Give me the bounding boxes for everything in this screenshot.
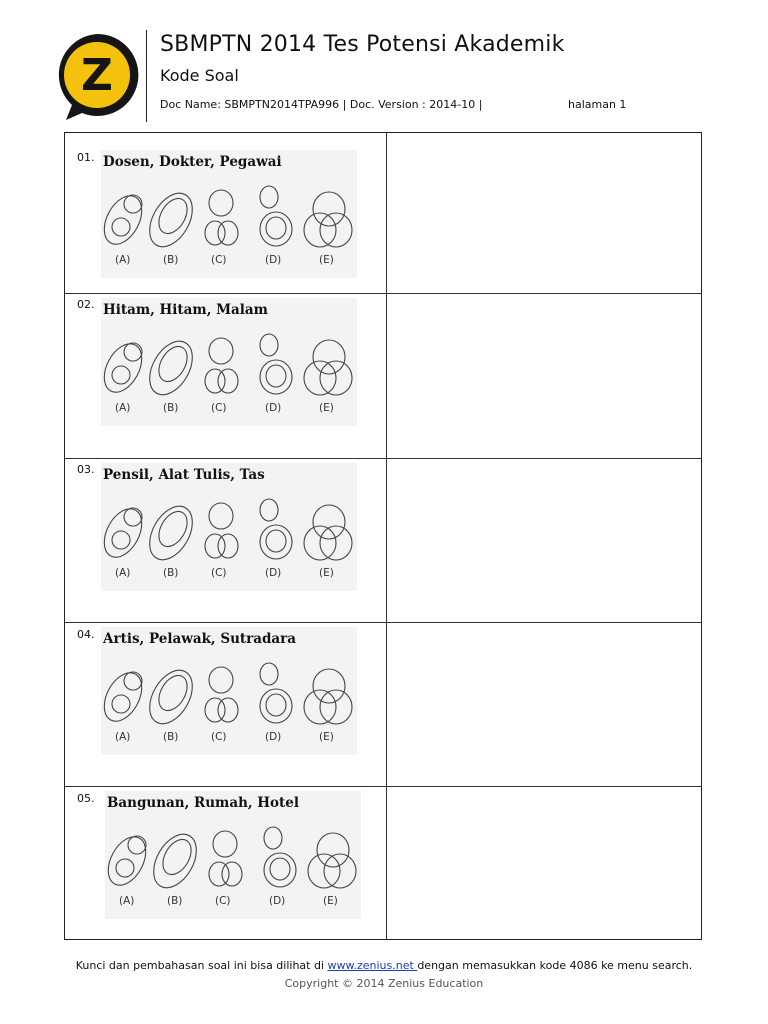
venn-options-diagram bbox=[101, 178, 357, 278]
option-label: (C) bbox=[215, 895, 231, 907]
row-divider bbox=[65, 293, 701, 294]
option-label: (B) bbox=[163, 567, 179, 579]
footer-text-after: dengan memasukkan kode 4086 ke menu search. bbox=[417, 959, 693, 972]
logo-letter: Z bbox=[81, 50, 113, 101]
page-title: SBMPTN 2014 Tes Potensi Akademik bbox=[160, 32, 565, 57]
question-panel bbox=[101, 150, 357, 278]
question-number: 02. bbox=[77, 298, 95, 311]
option-label: (B) bbox=[167, 895, 183, 907]
zenius-logo-icon bbox=[52, 30, 142, 122]
option-label: (C) bbox=[211, 567, 227, 579]
option-label: (D) bbox=[265, 731, 282, 743]
footer-note bbox=[0, 959, 768, 972]
option-label: (B) bbox=[163, 731, 179, 743]
question-panel bbox=[101, 463, 357, 591]
option-label: (A) bbox=[115, 402, 131, 414]
option-label: (A) bbox=[119, 895, 135, 907]
row-divider bbox=[65, 622, 701, 623]
question-panel bbox=[105, 791, 361, 919]
venn-options-diagram bbox=[101, 491, 357, 591]
option-label: (E) bbox=[319, 402, 334, 414]
option-label: (B) bbox=[163, 254, 179, 266]
venn-options-diagram bbox=[101, 326, 357, 426]
option-label: (C) bbox=[211, 254, 227, 266]
question-text: Bangunan, Rumah, Hotel bbox=[107, 795, 299, 811]
option-label: (E) bbox=[319, 254, 334, 266]
zenius-logo bbox=[52, 30, 142, 122]
header-divider bbox=[146, 30, 147, 122]
question-text: Dosen, Dokter, Pegawai bbox=[103, 154, 282, 170]
page-subtitle: Kode Soal bbox=[160, 66, 239, 85]
question-grid bbox=[64, 132, 702, 940]
footer-text-before: Kunci dan pembahasan soal ini bisa dilihat di bbox=[75, 959, 328, 972]
option-label: (E) bbox=[319, 731, 334, 743]
question-text: Artis, Pelawak, Sutradara bbox=[103, 631, 297, 647]
option-label: (D) bbox=[265, 567, 282, 579]
option-label: (A) bbox=[115, 731, 131, 743]
question-number: 03. bbox=[77, 463, 95, 476]
venn-options-diagram bbox=[101, 655, 357, 755]
question-panel bbox=[101, 298, 357, 426]
row-divider bbox=[65, 786, 701, 787]
copyright: Copyright © 2014 Zenius Education bbox=[284, 977, 484, 990]
question-panel bbox=[101, 627, 357, 755]
question-text: Hitam, Hitam, Malam bbox=[103, 302, 268, 318]
page-number: halaman 1 bbox=[568, 98, 627, 111]
option-label: (E) bbox=[323, 895, 338, 907]
question-text: Pensil, Alat Tulis, Tas bbox=[103, 467, 265, 483]
option-label: (D) bbox=[265, 402, 282, 414]
option-label: (A) bbox=[115, 567, 131, 579]
option-label: (C) bbox=[211, 731, 227, 743]
question-number: 04. bbox=[77, 628, 95, 641]
venn-options-diagram bbox=[105, 819, 361, 919]
column-divider bbox=[386, 133, 387, 939]
option-label: (D) bbox=[265, 254, 282, 266]
row-divider bbox=[65, 458, 701, 459]
option-label: (D) bbox=[269, 895, 286, 907]
question-number: 05. bbox=[77, 792, 95, 805]
question-number: 01. bbox=[77, 151, 95, 164]
zenius-link[interactable]: www.zenius.net bbox=[327, 959, 418, 972]
doc-info: Doc Name: SBMPTN2014TPA996 | Doc. Version : 2014-10 | bbox=[160, 98, 483, 111]
option-label: (E) bbox=[319, 567, 334, 579]
option-label: (A) bbox=[115, 254, 131, 266]
option-label: (C) bbox=[211, 402, 227, 414]
option-label: (B) bbox=[163, 402, 179, 414]
